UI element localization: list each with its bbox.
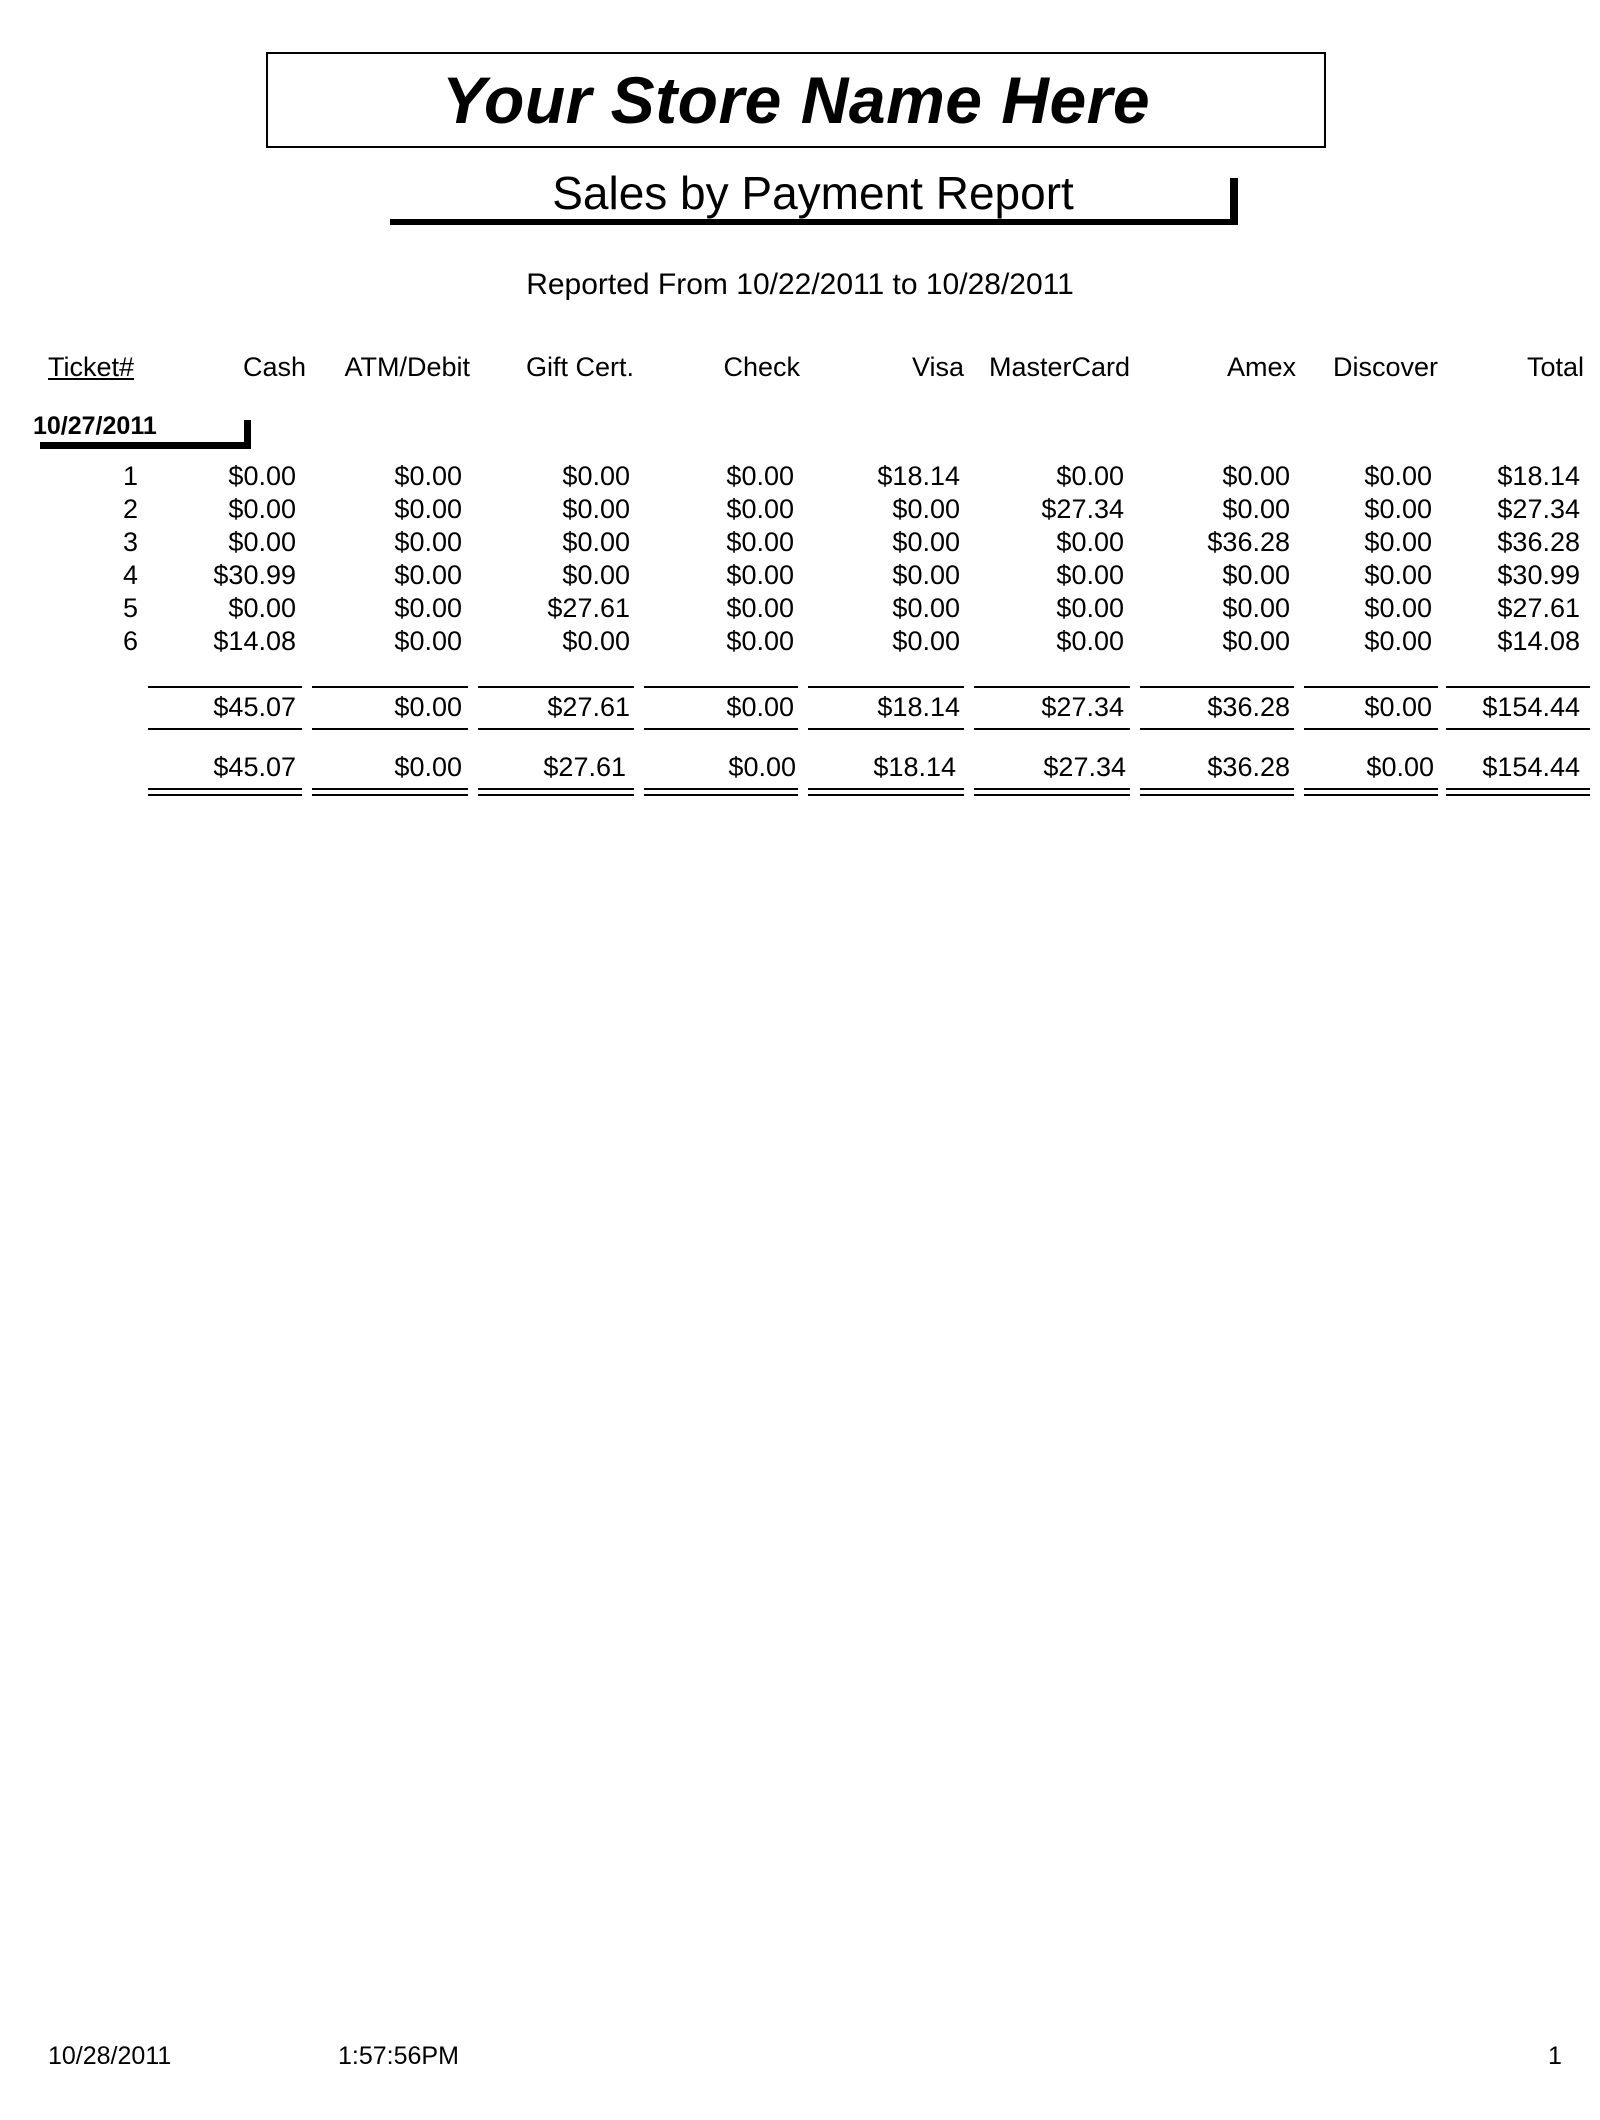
check-value: $0.00 [726, 560, 794, 590]
footer-print-time: 1:57:56PM [338, 2042, 459, 2070]
subtotal-rule-bottom [808, 728, 964, 730]
grand-total-rule [974, 794, 1130, 796]
column-header-visa: Visa [911, 352, 964, 382]
cash-value: $0.00 [228, 461, 296, 491]
subtotal-rule-top [312, 686, 468, 688]
subtotal-rule-bottom [312, 728, 468, 730]
gift-cert-value: $0.00 [562, 527, 630, 557]
ticket-number: 3 [122, 527, 138, 557]
column-header-gift-cert: Gift Cert. [525, 352, 634, 382]
grand-total-visa: $18.14 [873, 752, 956, 782]
column-header-mastercard: MasterCard [988, 352, 1130, 382]
subtotal-visa: $18.14 [877, 692, 960, 722]
mastercard-value: $27.34 [1041, 494, 1124, 524]
grand-total-rule [1304, 794, 1438, 796]
subtotal-rule-bottom [148, 728, 302, 730]
amex-value: $0.00 [1222, 461, 1290, 491]
ticket-number: 4 [122, 560, 138, 590]
total-value: $14.08 [1497, 626, 1580, 656]
atm-debit-value: $0.00 [394, 626, 462, 656]
subtotal-rule-bottom [1304, 728, 1438, 730]
grand-total-rule [1140, 794, 1294, 796]
column-header-atm-debit: ATM/Debit [344, 352, 470, 382]
column-header-cash: Cash [242, 352, 306, 382]
group-date-underline [40, 442, 250, 449]
subtotal-rule-bottom [1140, 728, 1294, 730]
visa-value: $0.00 [892, 494, 960, 524]
mastercard-value: $0.00 [1056, 461, 1124, 491]
grand-total-rule [974, 788, 1130, 790]
grand-total-rule [478, 788, 634, 790]
atm-debit-value: $0.00 [394, 593, 462, 623]
visa-value: $0.00 [892, 626, 960, 656]
footer-print-date: 10/28/2011 [48, 2042, 172, 2070]
cash-value: $14.08 [213, 626, 296, 656]
subtotal-rule-bottom [478, 728, 634, 730]
subtotal-rule-top [478, 686, 634, 688]
column-header-total: Total [1526, 352, 1584, 382]
check-value: $0.00 [726, 593, 794, 623]
ticket-number: 6 [122, 626, 138, 656]
subtotal-discover: $0.00 [1364, 692, 1432, 722]
subtotal-rule-top [974, 686, 1130, 688]
subtotal-rule-bottom [644, 728, 798, 730]
footer-page-number: 1 [1548, 2042, 1562, 2070]
grand-total-rule [1140, 788, 1294, 790]
grand-total-rule [1446, 794, 1590, 796]
discover-value: $0.00 [1364, 626, 1432, 656]
subtotal-rule-top [1304, 686, 1438, 688]
grand-total-rule [1446, 788, 1590, 790]
subtotal-check: $0.00 [726, 692, 794, 722]
report-title-underline [390, 219, 1236, 225]
grand-total-rule [644, 788, 798, 790]
discover-value: $0.00 [1364, 560, 1432, 590]
visa-value: $0.00 [892, 560, 960, 590]
cash-value: $0.00 [228, 494, 296, 524]
ticket-number: 2 [122, 494, 138, 524]
discover-value: $0.00 [1364, 593, 1432, 623]
grand-total-rule [808, 788, 964, 790]
grand-total-rule [1304, 788, 1438, 790]
amex-value: $36.28 [1207, 527, 1290, 557]
subtotal-cash: $45.07 [213, 692, 296, 722]
gift-cert-value: $0.00 [562, 494, 630, 524]
group-date: 10/27/2011 [33, 412, 157, 440]
subtotal-rule-top [148, 686, 302, 688]
report-date-range: Reported From 10/22/2011 to 10/28/2011 [526, 268, 1074, 301]
amex-value: $0.00 [1222, 494, 1290, 524]
grand-total-total: $154.44 [1482, 752, 1580, 782]
visa-value: $0.00 [892, 527, 960, 557]
report-title-underline-tick [1230, 178, 1238, 225]
atm-debit-value: $0.00 [394, 560, 462, 590]
total-value: $27.34 [1497, 494, 1580, 524]
mastercard-value: $0.00 [1056, 560, 1124, 590]
grand-total-rule [312, 794, 468, 796]
total-value: $18.14 [1497, 461, 1580, 491]
column-header-discover: Discover [1332, 352, 1438, 382]
amex-value: $0.00 [1222, 560, 1290, 590]
grand-total-mastercard: $27.34 [1043, 752, 1126, 782]
subtotal-gift-cert: $27.61 [547, 692, 630, 722]
total-value: $30.99 [1497, 560, 1580, 590]
grand-total-rule [644, 794, 798, 796]
cash-value: $30.99 [213, 560, 296, 590]
ticket-number: 5 [122, 593, 138, 623]
grand-total-rule [148, 794, 302, 796]
grand-total-rule [808, 794, 964, 796]
subtotal-rule-top [808, 686, 964, 688]
subtotal-atm-debit: $0.00 [394, 692, 462, 722]
subtotal-rule-top [1446, 686, 1590, 688]
discover-value: $0.00 [1364, 527, 1432, 557]
subtotal-total: $154.44 [1482, 692, 1580, 722]
grand-total-check: $0.00 [728, 752, 796, 782]
gift-cert-value: $0.00 [562, 461, 630, 491]
gift-cert-value: $0.00 [562, 626, 630, 656]
grand-total-rule [312, 788, 468, 790]
store-name: Your Store Name Here [266, 52, 1326, 148]
mastercard-value: $0.00 [1056, 593, 1124, 623]
visa-value: $0.00 [892, 593, 960, 623]
subtotal-amex: $36.28 [1207, 692, 1290, 722]
check-value: $0.00 [726, 461, 794, 491]
grand-total-amex: $36.28 [1207, 752, 1290, 782]
gift-cert-value: $27.61 [547, 593, 630, 623]
grand-total-atm-debit: $0.00 [394, 752, 462, 782]
grand-total-cash: $45.07 [213, 752, 296, 782]
amex-value: $0.00 [1222, 626, 1290, 656]
total-value: $36.28 [1497, 527, 1580, 557]
grand-total-rule [478, 794, 634, 796]
column-header-amex: Amex [1226, 352, 1296, 382]
amex-value: $0.00 [1222, 593, 1290, 623]
atm-debit-value: $0.00 [394, 527, 462, 557]
subtotal-rule-bottom [1446, 728, 1590, 730]
ticket-number: 1 [122, 461, 138, 491]
gift-cert-value: $0.00 [562, 560, 630, 590]
discover-value: $0.00 [1364, 461, 1432, 491]
grand-total-rule [148, 788, 302, 790]
mastercard-value: $0.00 [1056, 527, 1124, 557]
atm-debit-value: $0.00 [394, 494, 462, 524]
group-date-underline-tick [244, 420, 251, 449]
cash-value: $0.00 [228, 527, 296, 557]
atm-debit-value: $0.00 [394, 461, 462, 491]
report-title: Sales by Payment Report [552, 167, 1074, 219]
cash-value: $0.00 [228, 593, 296, 623]
subtotal-rule-top [644, 686, 798, 688]
column-header-ticket: Ticket# [48, 352, 135, 382]
grand-total-gift-cert: $27.61 [543, 752, 626, 782]
check-value: $0.00 [726, 626, 794, 656]
discover-value: $0.00 [1364, 494, 1432, 524]
subtotal-rule-top [1140, 686, 1294, 688]
grand-total-discover: $0.00 [1366, 752, 1434, 782]
subtotal-mastercard: $27.34 [1041, 692, 1124, 722]
visa-value: $18.14 [877, 461, 960, 491]
column-header-check: Check [723, 352, 800, 382]
mastercard-value: $0.00 [1056, 626, 1124, 656]
subtotal-rule-bottom [974, 728, 1130, 730]
total-value: $27.61 [1497, 593, 1580, 623]
check-value: $0.00 [726, 494, 794, 524]
check-value: $0.00 [726, 527, 794, 557]
